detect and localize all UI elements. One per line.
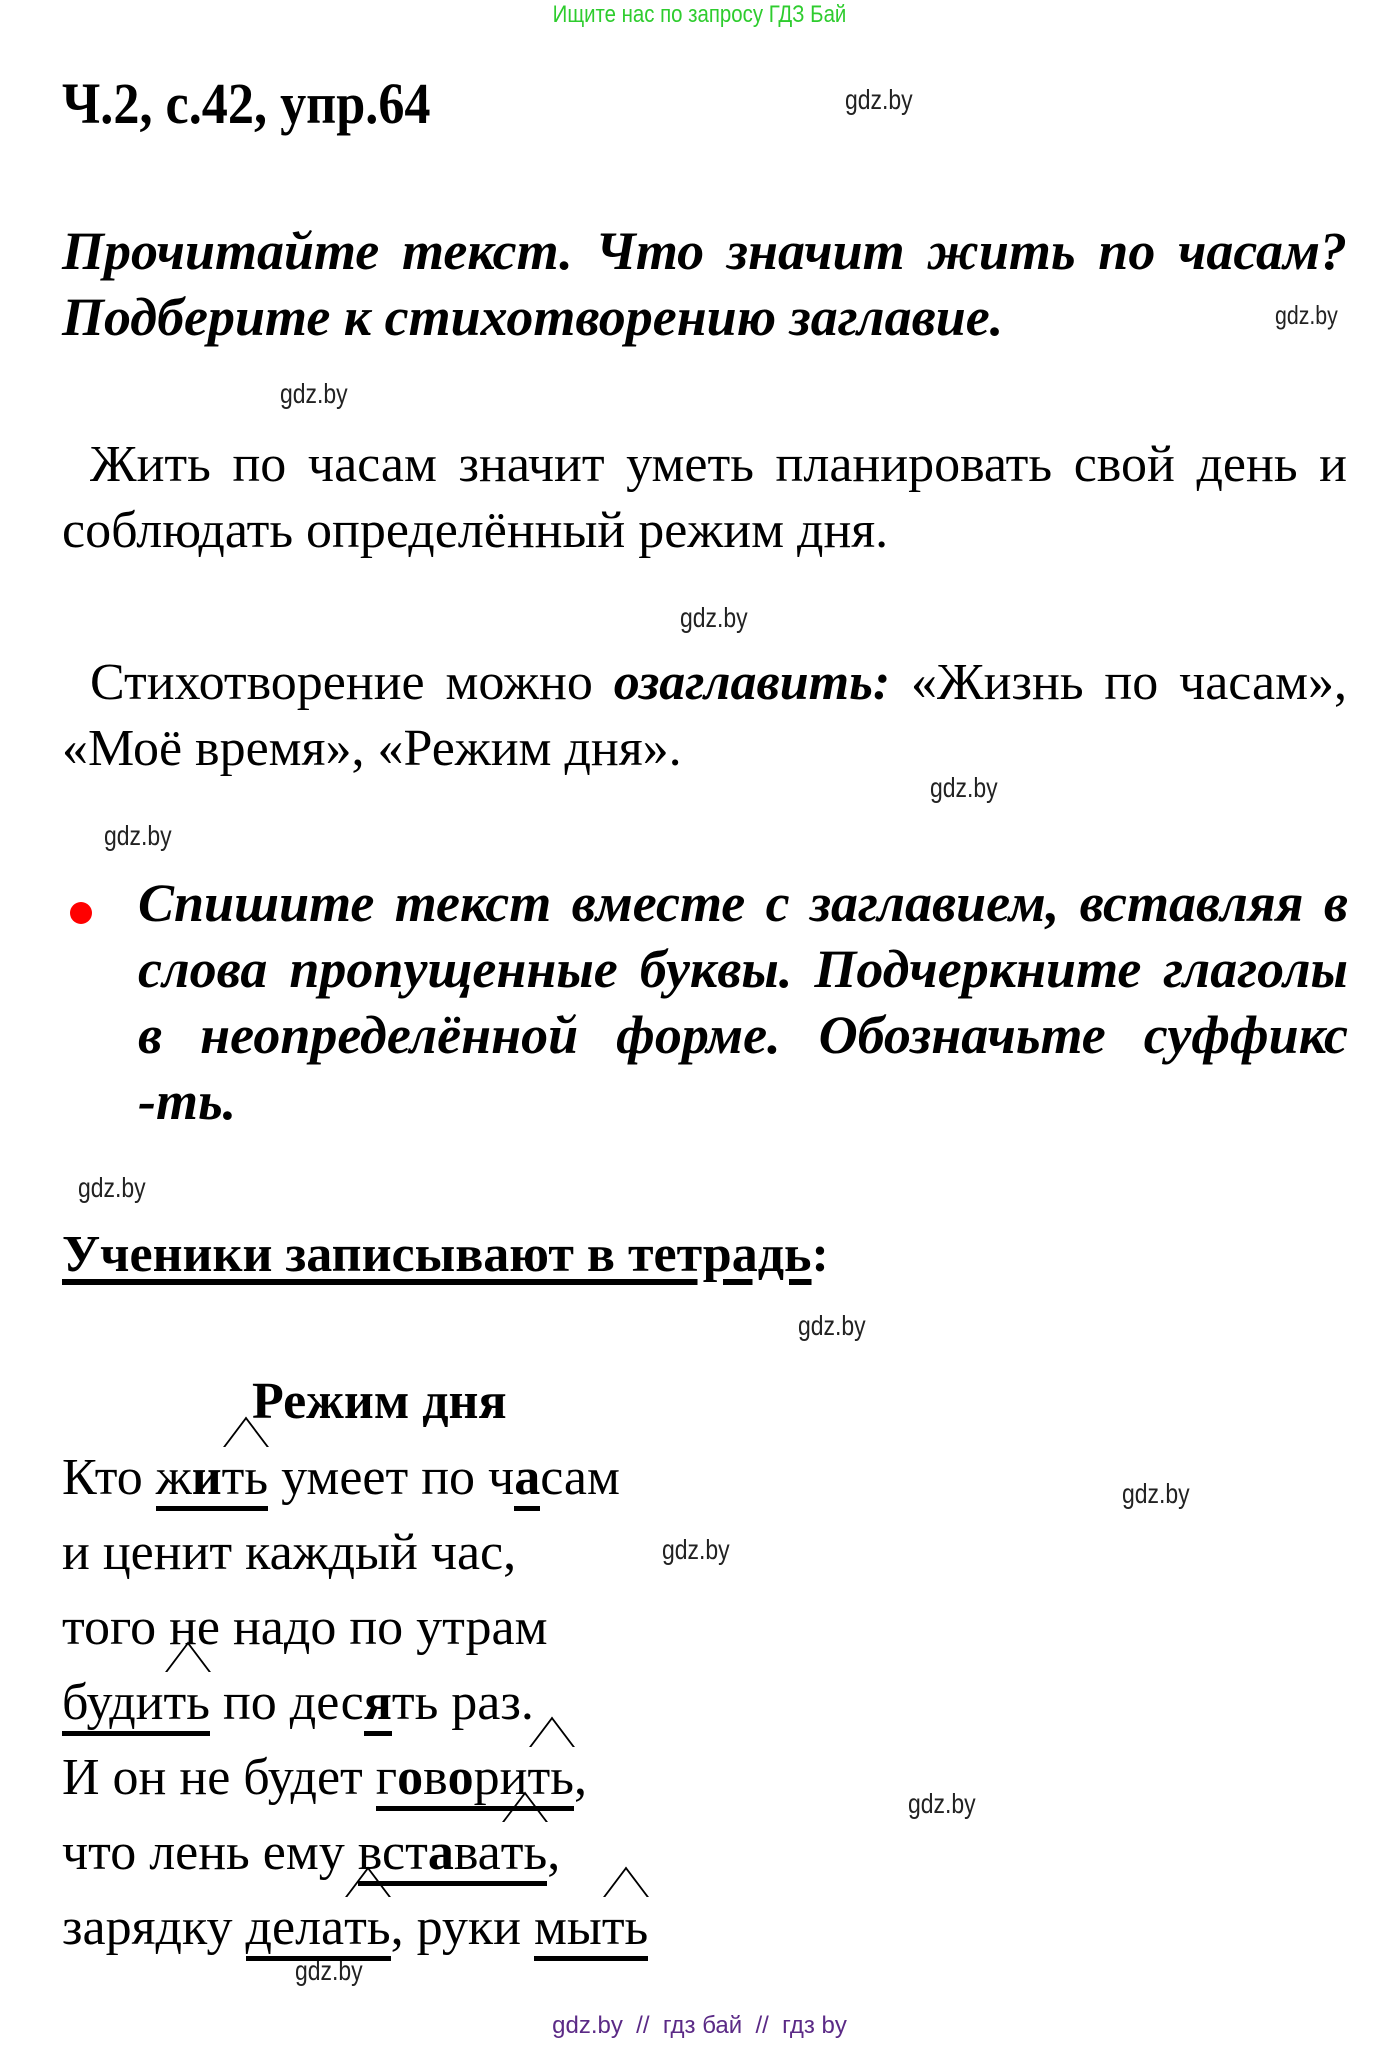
suffix-mark: ть [163, 1674, 210, 1731]
watermark: gdz.by [845, 84, 913, 115]
suffix-mark: ть [500, 1824, 548, 1881]
suffix-mark: ть [221, 1449, 269, 1506]
answer-paragraph-1: Жить по часам значит уметь планировать свой день и соблюдать определённый режим дня. [62, 436, 1347, 559]
watermark: gdz.by [1122, 1478, 1190, 1509]
poem-line: того не надо по утрам [62, 1599, 548, 1656]
poem-title: Режим дня [252, 1373, 507, 1430]
watermark: gdz.by [280, 378, 348, 409]
answer-paragraph-2: Стихотворение можно озаглавить: «Жизнь по часам», «Моё время», «Режим дня». [62, 654, 1348, 777]
underlined-verb: мыть [534, 1900, 648, 1961]
section-heading: Ученики записывают в тетрадь: [62, 1226, 829, 1283]
poem-line: будить по десять раз. [62, 1665, 648, 1740]
task-instruction-2: Спишите текст вместе с заглавием, вставляя в слова пропущенные буквы. Подчеркните глаголы в неопределённой форме. Обозначьте суффикс -ть. [138, 873, 1348, 1131]
underlined-verb: говорить [376, 1750, 574, 1811]
emphasis-word: озаглавить: [613, 654, 891, 711]
poem-line: И он не будет говорить, [62, 1740, 648, 1815]
watermark: gdz.by [295, 1955, 363, 1986]
highlighted-letter: я [364, 1675, 392, 1736]
watermark: gdz.by [1275, 300, 1338, 330]
suffix-mark: ть [344, 1899, 391, 1956]
poem-line: зарядку делать, руки мыть [62, 1890, 648, 1965]
poem-line: и ценит каждый час, [62, 1524, 517, 1581]
underlined-verb: будить [62, 1675, 210, 1736]
watermark: gdz.by [78, 1172, 146, 1203]
watermark: gdz.by [930, 772, 998, 803]
watermark: gdz.by [104, 820, 172, 851]
watermark: gdz.by [662, 1534, 730, 1565]
highlighted-letter: а [514, 1450, 540, 1511]
poem-line: что лень ему вставать, [62, 1815, 648, 1890]
task-instruction-1: Прочитайте текст. Что значит жить по часам? Подберите к стихотворению заглавие. [62, 221, 1347, 347]
underlined-verb: вставать [358, 1825, 547, 1886]
suffix-mark: ть [527, 1749, 574, 1806]
suffix-mark: ть [601, 1899, 649, 1956]
poem-line: Кто жить умеет по часам [62, 1440, 648, 1515]
red-bullet-icon [70, 902, 92, 924]
poem [62, 1440, 648, 1965]
watermark: gdz.by [908, 1788, 976, 1819]
underlined-verb: делать [246, 1900, 391, 1961]
watermark: gdz.by [798, 1310, 866, 1341]
page-title: Ч.2, с.42, упр.64 [62, 71, 431, 136]
watermark: gdz.by [680, 602, 748, 633]
underlined-verb: жить [156, 1450, 268, 1511]
footer-links: gdz.by // гдз бай // гдз by [552, 2012, 847, 2039]
search-banner: Ищите нас по запросу ГДЗ Бай [552, 1, 847, 28]
